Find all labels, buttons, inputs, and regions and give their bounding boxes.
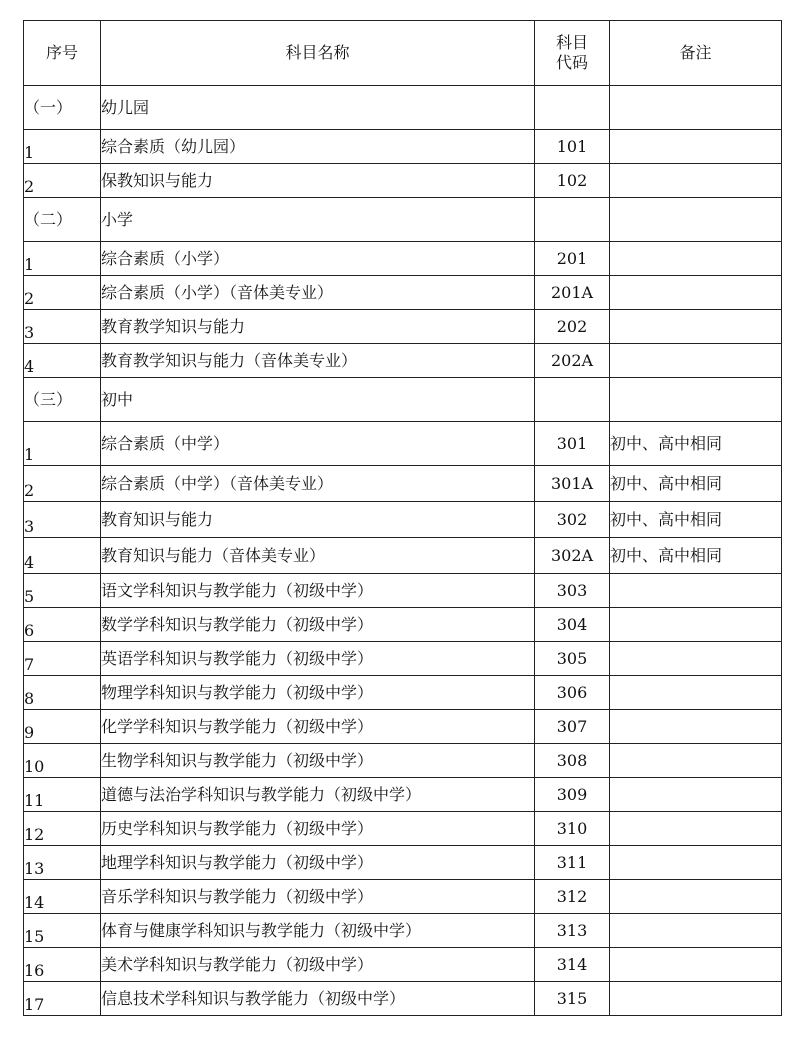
table-row: [24, 710, 782, 744]
row-index: 1: [24, 422, 101, 466]
row-subject-code: 201: [535, 242, 610, 276]
table-row: [24, 310, 782, 344]
row-subject-name: 化学学科知识与教学能力（初级中学）: [101, 710, 535, 744]
row-subject-code: 301: [535, 422, 610, 466]
row-subject-name: 小学: [101, 198, 535, 242]
row-index: 2: [24, 466, 101, 502]
header-code-line2: 代码: [555, 53, 588, 72]
row-subject-code: [535, 86, 610, 130]
row-subject-code: 309: [535, 778, 610, 812]
row-subject-name: 信息技术学科知识与教学能力（初级中学）: [101, 982, 535, 1016]
table-row: [24, 242, 782, 276]
row-subject-name: 教育教学知识与能力（音体美专业）: [101, 344, 535, 378]
header-index: 序号: [24, 21, 101, 86]
table-row: [24, 812, 782, 846]
row-subject-name: 综合素质（小学）（音体美专业）: [101, 276, 535, 310]
row-subject-name: 数学学科知识与教学能力（初级中学）: [101, 608, 535, 642]
table-row: [24, 466, 782, 502]
row-note: [610, 846, 782, 880]
row-subject-name: 地理学科知识与教学能力（初级中学）: [101, 846, 535, 880]
row-subject-code: 311: [535, 846, 610, 880]
row-note: [610, 608, 782, 642]
row-subject-code: 201A: [535, 276, 610, 310]
row-subject-name: 音乐学科知识与教学能力（初级中学）: [101, 880, 535, 914]
row-subject-code: 305: [535, 642, 610, 676]
group-row: [24, 86, 782, 130]
row-subject-code: 313: [535, 914, 610, 948]
row-note: [610, 676, 782, 710]
header-subject-code: [535, 21, 610, 86]
row-note: [610, 812, 782, 846]
row-note: [610, 130, 782, 164]
row-subject-name: 语文学科知识与教学能力（初级中学）: [101, 574, 535, 608]
table-row: [24, 778, 782, 812]
row-subject-name: 教育教学知识与能力: [101, 310, 535, 344]
row-subject-name: 生物学科知识与教学能力（初级中学）: [101, 744, 535, 778]
row-note: [610, 378, 782, 422]
row-index: 16: [24, 948, 101, 982]
row-note: [610, 982, 782, 1016]
row-note: 初中、高中相同: [610, 422, 782, 466]
subject-code-table: [23, 20, 782, 1016]
row-subject-code: 310: [535, 812, 610, 846]
row-index: 11: [24, 778, 101, 812]
row-subject-name: 初中: [101, 378, 535, 422]
row-subject-code: [535, 198, 610, 242]
row-note: [610, 574, 782, 608]
row-subject-code: 306: [535, 676, 610, 710]
table-row: [24, 164, 782, 198]
row-note: [610, 242, 782, 276]
row-note: [610, 276, 782, 310]
row-note: [610, 198, 782, 242]
row-index: 13: [24, 846, 101, 880]
row-subject-code: 315: [535, 982, 610, 1016]
row-note: [610, 86, 782, 130]
row-index: （三）: [24, 378, 101, 422]
row-subject-code: 202A: [535, 344, 610, 378]
row-index: （一）: [24, 86, 101, 130]
table-row: [24, 422, 782, 466]
row-index: 3: [24, 310, 101, 344]
row-subject-code: 303: [535, 574, 610, 608]
row-index: 12: [24, 812, 101, 846]
row-subject-code: [535, 378, 610, 422]
row-note: 初中、高中相同: [610, 466, 782, 502]
row-subject-name: 物理学科知识与教学能力（初级中学）: [101, 676, 535, 710]
table-row: [24, 744, 782, 778]
row-subject-name: 综合素质（幼儿园）: [101, 130, 535, 164]
header-subject-name: 科目名称: [101, 21, 535, 86]
table-row: [24, 642, 782, 676]
group-row: [24, 198, 782, 242]
row-subject-code: 312: [535, 880, 610, 914]
row-index: 7: [24, 642, 101, 676]
table-row: [24, 608, 782, 642]
table-row: [24, 344, 782, 378]
table-row: [24, 676, 782, 710]
row-subject-code: 302: [535, 502, 610, 538]
table-row: [24, 880, 782, 914]
row-index: 14: [24, 880, 101, 914]
row-index: 2: [24, 164, 101, 198]
row-index: 6: [24, 608, 101, 642]
row-subject-name: 教育知识与能力: [101, 502, 535, 538]
row-subject-code: 308: [535, 744, 610, 778]
row-subject-name: 保教知识与能力: [101, 164, 535, 198]
row-subject-code: 314: [535, 948, 610, 982]
row-subject-name: 综合素质（中学）: [101, 422, 535, 466]
row-note: [610, 310, 782, 344]
row-index: 4: [24, 538, 101, 574]
row-index: 2: [24, 276, 101, 310]
row-subject-code: 302A: [535, 538, 610, 574]
row-index: 3: [24, 502, 101, 538]
row-note: [610, 778, 782, 812]
header-note: 备注: [610, 21, 782, 86]
row-subject-name: 幼儿园: [101, 86, 535, 130]
row-subject-name: 道德与法治学科知识与教学能力（初级中学）: [101, 778, 535, 812]
table-row: [24, 846, 782, 880]
row-note: [610, 344, 782, 378]
table-row: [24, 538, 782, 574]
row-subject-code: 101: [535, 130, 610, 164]
table-row: [24, 982, 782, 1016]
row-note: [610, 642, 782, 676]
row-subject-code: 307: [535, 710, 610, 744]
row-subject-name: 体育与健康学科知识与教学能力（初级中学）: [101, 914, 535, 948]
table-row: [24, 130, 782, 164]
row-index: 4: [24, 344, 101, 378]
table-row: [24, 276, 782, 310]
row-note: [610, 744, 782, 778]
row-note: [610, 880, 782, 914]
table-row: [24, 914, 782, 948]
group-row: [24, 378, 782, 422]
row-index: 1: [24, 242, 101, 276]
table-header-row: [24, 21, 782, 86]
row-index: 17: [24, 982, 101, 1016]
row-index: 10: [24, 744, 101, 778]
row-note: [610, 914, 782, 948]
row-subject-name: 英语学科知识与教学能力（初级中学）: [101, 642, 535, 676]
row-note: [610, 164, 782, 198]
row-index: 9: [24, 710, 101, 744]
row-subject-name: 综合素质（中学）（音体美专业）: [101, 466, 535, 502]
table-row: [24, 502, 782, 538]
row-index: （二）: [24, 198, 101, 242]
row-subject-code: 301A: [535, 466, 610, 502]
row-note: [610, 710, 782, 744]
row-index: 15: [24, 914, 101, 948]
row-index: 8: [24, 676, 101, 710]
table-row: [24, 948, 782, 982]
row-note: 初中、高中相同: [610, 502, 782, 538]
row-index: 1: [24, 130, 101, 164]
table-row: [24, 574, 782, 608]
row-subject-name: 美术学科知识与教学能力（初级中学）: [101, 948, 535, 982]
row-subject-name: 教育知识与能力（音体美专业）: [101, 538, 535, 574]
table-body: [24, 86, 782, 1016]
row-note: [610, 948, 782, 982]
row-subject-code: 304: [535, 608, 610, 642]
row-note: 初中、高中相同: [610, 538, 782, 574]
header-code-line1: 科目: [555, 33, 588, 52]
row-subject-code: 202: [535, 310, 610, 344]
row-subject-name: 历史学科知识与教学能力（初级中学）: [101, 812, 535, 846]
row-subject-code: 102: [535, 164, 610, 198]
row-subject-name: 综合素质（小学）: [101, 242, 535, 276]
row-index: 5: [24, 574, 101, 608]
